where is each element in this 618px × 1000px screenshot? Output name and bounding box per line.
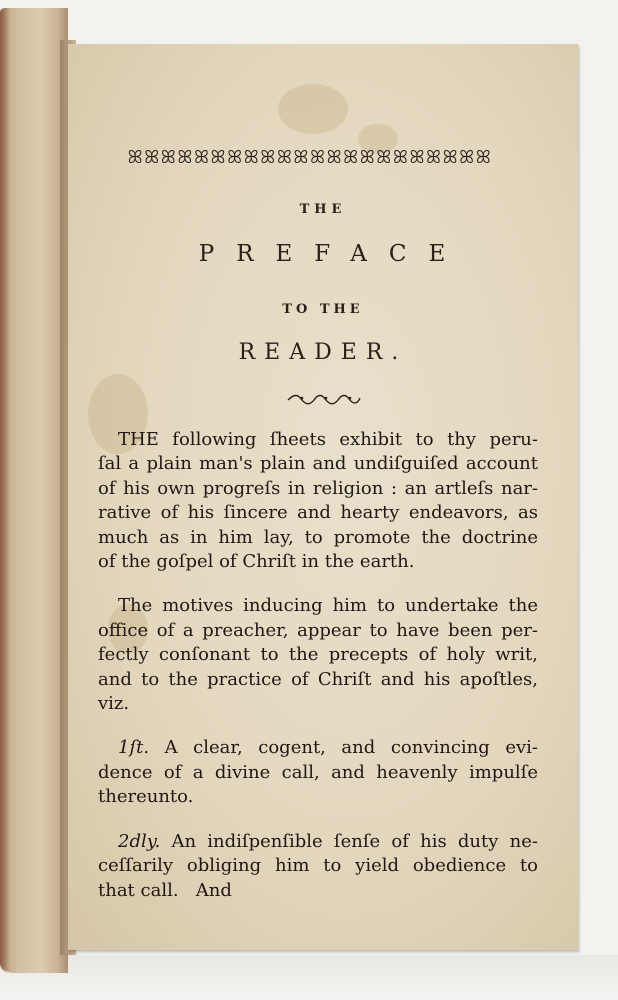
preface-body — [98, 428, 538, 923]
heading-preface: PREFACE — [198, 241, 468, 267]
text-line: ſal a plain man's plain and undiſguiſed account — [98, 453, 538, 475]
paragraph-2 — [98, 594, 538, 716]
ornament-border: ꕤꕤꕤꕤꕤꕤꕤꕤꕤꕤꕤꕤꕤꕤꕤꕤꕤꕤꕤꕤꕤꕤ — [127, 148, 493, 168]
text-line: much as in him lay, to promote the doctrine — [98, 526, 538, 548]
text-line-with-label — [98, 736, 538, 760]
background-surface — [0, 955, 618, 1000]
heading-reader: READER. — [238, 340, 408, 365]
text-line: of his own progreſs in religion : an artleſs nar- — [98, 477, 538, 499]
item-label: 1ſt. — [118, 737, 150, 759]
text-line: thereunto. — [98, 786, 194, 808]
text-line: viz. — [98, 693, 130, 715]
text-line: rative of his ſincere and hearty endeavors, as — [98, 502, 538, 524]
text-line: ceſſarily obliging him to yield obedience to — [98, 855, 538, 877]
paper-stain — [278, 84, 348, 134]
flourish-ornament-icon — [286, 392, 362, 406]
text-line-with-label — [98, 830, 538, 854]
text-line: fectly conſonant to the precepts of holy writ, — [98, 644, 538, 666]
heading-to-the: TO THE — [282, 302, 364, 317]
text-fragment: A clear, cogent, and convincing evi- — [149, 737, 538, 759]
text-line: The motives inducing him to undertake the — [118, 595, 538, 617]
paragraph-4 — [98, 830, 538, 903]
left-page-edge — [0, 8, 68, 973]
text-line: and to the practice of Chriſt and his apoſtles, — [98, 668, 538, 690]
heading-the: THE — [299, 202, 347, 217]
book-page — [68, 44, 578, 950]
item-label: 2dly. — [118, 830, 161, 852]
text-line: that call. And — [98, 879, 232, 901]
text-line: office of a preacher, appear to have been per- — [98, 619, 538, 641]
paragraph-1 — [98, 428, 538, 574]
text-line: dence of a divine call, and heavenly impulſe — [98, 761, 538, 783]
text-fragment: An indiſpenſible ſenſe of his duty ne- — [160, 830, 538, 852]
paragraph-3 — [98, 736, 538, 809]
text-line: THE following ſheets exhibit to thy peru- — [118, 429, 538, 450]
text-line: of the goſpel of Chriſt in the earth. — [98, 551, 415, 573]
